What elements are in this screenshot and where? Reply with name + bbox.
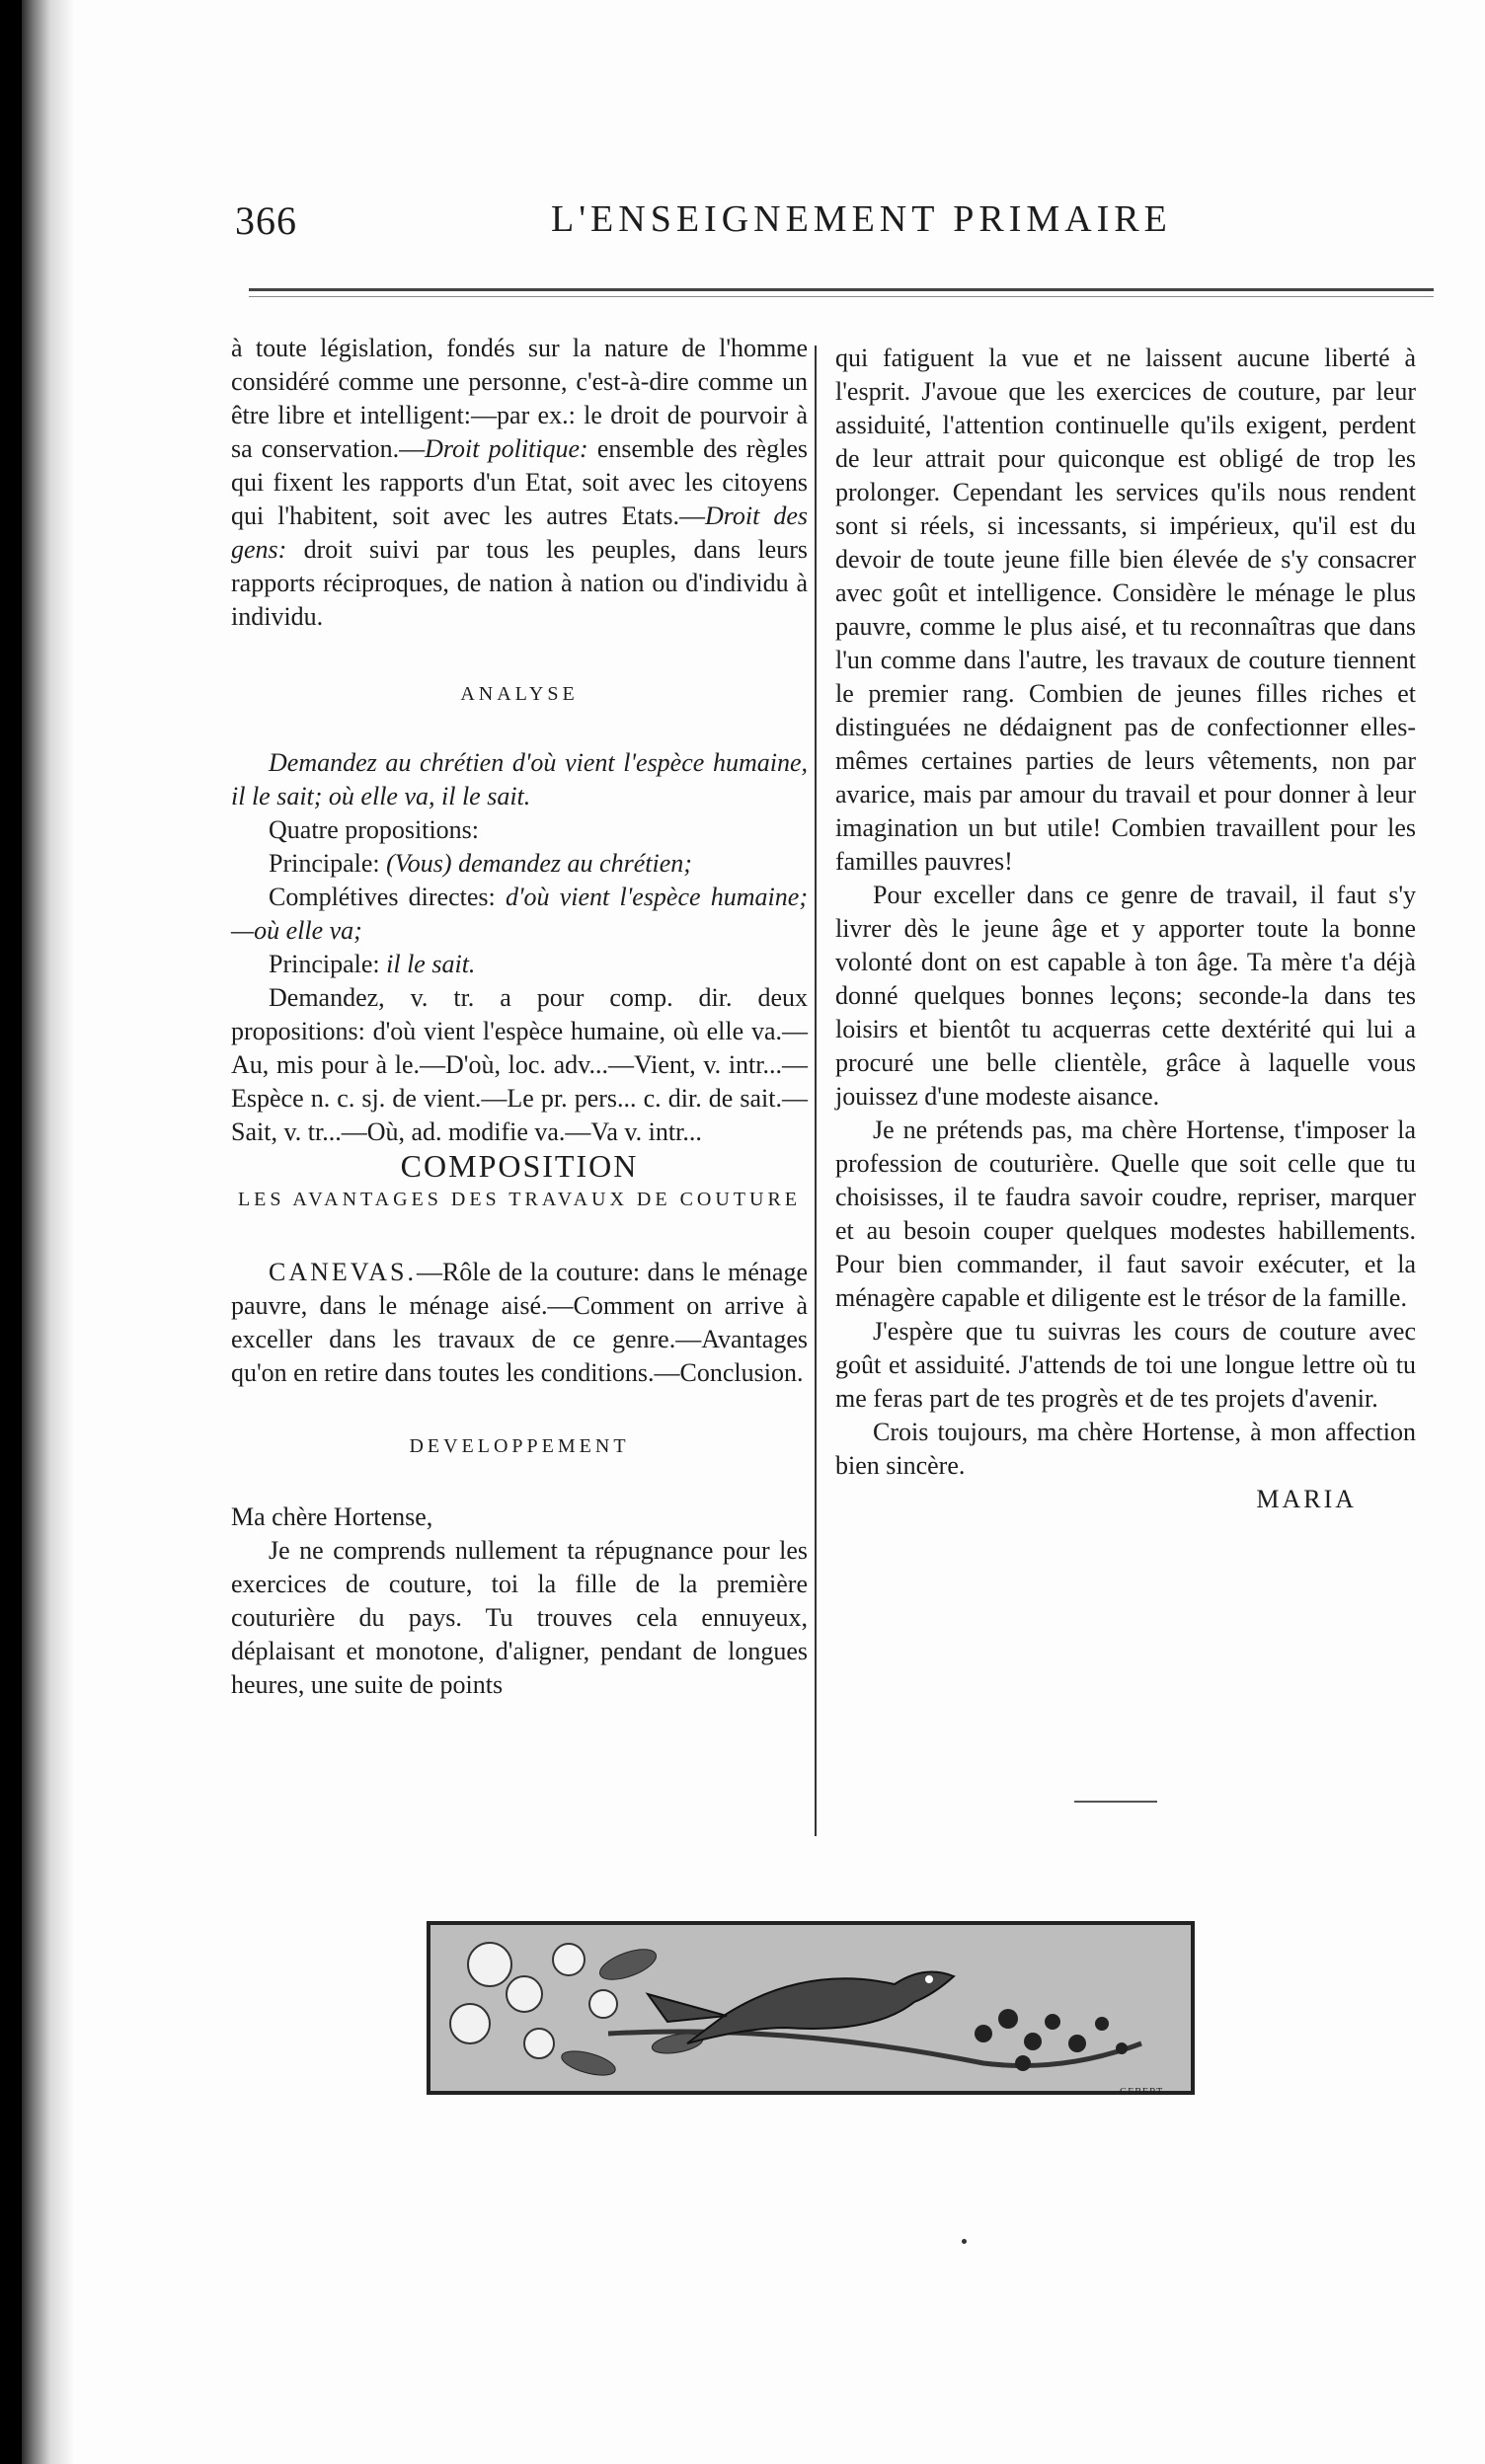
analyse-clause: (Vous) demandez au chrétien; <box>386 849 692 878</box>
analyse-clause: il le sait. <box>386 950 476 978</box>
illustrator-credit: GEBERT <box>1120 2087 1164 2098</box>
letter-paragraph: Je ne prétends pas, ma chère Hortense, t'imposer la profession de couturière. Quelle que soit celle que tu choisisses, il te faudra savoir coudre, repriser, marquer et au besoin couper quelques modestes habillements. Pour bien commander, il faut savoir exécuter, et la ménagère capable et diligente est le trésor de la famille. <box>835 1116 1416 1312</box>
definition-text: droit suivi par tous les peuples, dans leurs rapports réciproques, de nation à nation ou d'individu à individu. <box>231 535 808 631</box>
letter-paragraph: J'espère que tu suivras les cours de couture avec goût et assiduité. J'attends de toi une longue lettre où tu me feras part de tes progrès et de tes projets d'avenir. <box>835 1317 1416 1413</box>
analyse-sentence: Demandez au chrétien d'où vient l'espèce humaine, il le sait; où elle va, il le sait. <box>231 748 808 810</box>
left-column <box>231 332 808 1702</box>
composition-heading: COMPOSITION <box>400 1148 639 1184</box>
header-rule <box>249 288 1434 291</box>
running-title: L'ENSEIGNEMENT PRIMAIRE <box>551 198 1172 240</box>
analyse-line <box>231 881 808 948</box>
letter-closing: Crois toujours, ma chère Hortense, à mon affection bien sincère. <box>835 1418 1416 1480</box>
definition-text: ensemble des règles qui fixent les rapports d'un Etat, soit avec les citoyens qui l'habitent, soit avec les autres Etats.— <box>231 434 808 530</box>
page <box>22 0 1485 2464</box>
book-binding-shadow <box>22 0 73 2464</box>
printing-speck <box>962 2239 967 2244</box>
page-number: 366 <box>235 198 297 243</box>
salutation: Ma chère Hortense, <box>231 1502 433 1531</box>
term-droit-des-gens: Droit des gens: <box>231 501 808 564</box>
header-rule-thin <box>249 296 1434 297</box>
analyse-heading: ANALYSE <box>460 683 579 705</box>
bird-on-branch-illustration <box>430 1925 1191 2091</box>
column-divider <box>815 346 817 1836</box>
analyse-line <box>231 948 808 981</box>
right-column <box>835 342 1416 1516</box>
analyse-line <box>231 847 808 881</box>
developpement-heading: DEVELOPPEMENT <box>409 1435 630 1457</box>
analyse-detail: Demandez, v. tr. a pour comp. dir. deux propositions: d'où vient l'espèce humaine, où elle va.—Au, mis pour à le.—D'où, loc. adv...—Vient, v. intr...—Espèce n. c. sj. de vient.—Le pr. pers... c. dir. de sait.—Sait, v. tr...—Où, ad. modifie va.—Va v. intr... <box>231 983 808 1146</box>
letter-paragraph: Je ne comprends nullement ta répugnance pour les exercices de couture, toi la fille de la première couturière du pays. Tu trouves cela ennuyeux, déplaisant et monotone, d'aligner, pendant de longues heures, une suite de points <box>231 1536 808 1699</box>
analyse-label: Principale: <box>269 849 387 878</box>
canevas-label: CANEVAS. <box>269 1258 417 1286</box>
end-rule <box>1074 1801 1157 1803</box>
letter-paragraph: qui fatiguent la vue et ne laissent aucune liberté à l'esprit. J'avoue que les exercices de couture, par leur assiduité, l'attention continuelle qu'ils exigent, perdent de leur attrait pour quiconque est obligé de trop les prolonger. Cependant les services qu'ils nous rendent sont si réels, si incessants, si impérieux, qu'il est du devoir de toute jeune fille bien élevée de s'y consacrer avec goût et intelligence. Considère le ménage le plus pauvre, comme le plus aisé, et tu reconnaîtras que dans l'un comme dans l'autre, les travaux de couture tiennent le premier rang. Combien de jeunes filles riches et distinguées ne dédaignent pas de confectionner elles-mêmes certaines parties de leurs vêtements, non par avarice, mais par amour du travail et pour donner à leur imagination un but utile! Combien travaillent pour les familles pauvres! <box>835 344 1416 876</box>
canevas-paragraph <box>231 1256 808 1390</box>
definition-text: à toute législation, fondés sur la nature de l'homme considéré comme une personne, c'est-à-dire comme un être libre et intelligent:—par ex.: le droit de pourvoir à sa conservation.— <box>231 334 808 463</box>
analyse-label: Complétives directes: <box>269 883 506 911</box>
term-droit-politique: Droit politique: <box>425 434 588 463</box>
letter-paragraph: Pour exceller dans ce genre de travail, il faut s'y livrer dès le jeune âge et y apporter toute la bonne volonté dont on est capable à ton âge. Ta mère t'a déjà donné quelques bonnes leçons; seconde-la dans tes loisirs et bientôt tu acquerras cette dextérité qui lui a procuré une belle clientèle, grâce à laquelle vous jouissez d'une modeste aisance. <box>835 881 1416 1111</box>
subject-heading: LES AVANTAGES DES TRAVAUX DE COUTURE <box>237 1189 802 1210</box>
signature: MARIA <box>1256 1485 1357 1513</box>
canevas-text: —Rôle de la couture: dans le ménage pauvre, dans le ménage aisé.—Comment on arrive à exceller dans les travaux de ce genre.—Avantages qu'on en retire dans toutes les conditions.—Conclusion. <box>231 1258 808 1387</box>
definitions-paragraph <box>231 332 808 634</box>
analyse-clause: d'où vient l'espèce humaine;—où elle va; <box>231 883 808 945</box>
bird-vignette-image <box>427 1921 1195 2095</box>
analyse-line: Quatre propositions: <box>269 815 480 844</box>
analyse-label: Principale: <box>269 950 387 978</box>
